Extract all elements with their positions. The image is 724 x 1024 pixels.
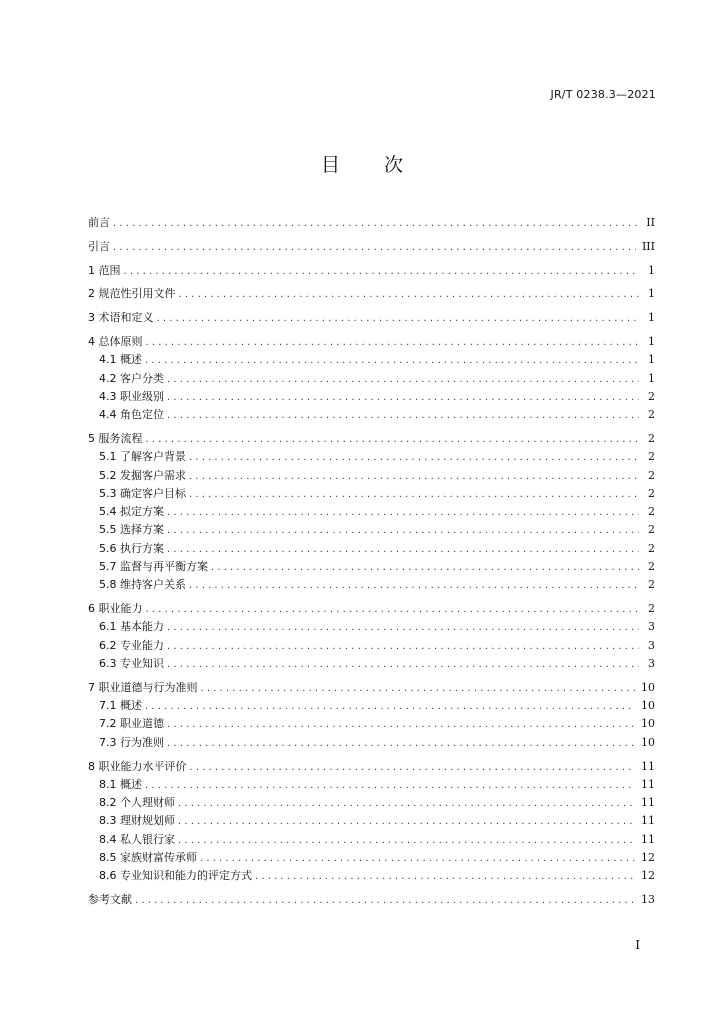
toc-entry-page: 11: [641, 832, 655, 846]
toc-leader-dots: [189, 580, 639, 591]
toc-entry[interactable]: [88, 351, 655, 369]
toc-entry-page: 2: [648, 408, 655, 422]
toc-entry-page: 2: [648, 560, 655, 574]
toc-entry-page: 12: [641, 869, 655, 883]
toc-leader-dots: [146, 604, 640, 615]
toc-entry-label: 2 规范性引用文件: [88, 287, 176, 301]
toc-entry-label: 6.3 专业知识: [99, 657, 164, 671]
toc-leader-dots: [124, 266, 640, 277]
toc-entry-page: 3: [648, 638, 655, 652]
toc-entry-page: II: [646, 216, 655, 229]
toc-leader-dots: [167, 374, 639, 385]
toc-entry-label: 5.6 执行方案: [99, 541, 164, 555]
toc-entry[interactable]: [88, 637, 655, 655]
toc-entry-label: 5.8 维持客户关系: [99, 578, 186, 592]
toc-entry-label: 8.6 专业知识和能力的评定方式: [99, 869, 252, 883]
toc-leader-dots: [157, 313, 640, 324]
toc-entry-page: 2: [648, 523, 655, 537]
toc-entry-label: 5.5 选择方案: [99, 523, 164, 537]
toc-leader-dots: [167, 507, 639, 518]
toc-leader-dots: [167, 622, 639, 633]
toc-entry[interactable]: [88, 388, 655, 406]
toc-entry-page: 3: [648, 620, 655, 634]
toc-entry-label: 7.3 行为准则: [99, 735, 164, 749]
toc-entry-label: 参考文献: [88, 893, 132, 907]
toc-entry[interactable]: [88, 679, 655, 697]
toc-leader-dots: [145, 780, 635, 791]
toc-entry-label: 8.3 理财规划师: [99, 814, 175, 828]
toc-entry-page: 2: [648, 505, 655, 519]
toc-entry-label: 8.4 私人银行家: [99, 832, 175, 846]
toc-entry-label: 4.4 角色定位: [99, 408, 164, 422]
toc-leader-dots: [255, 871, 635, 882]
toc-entry-label: 3 术语和定义: [88, 311, 154, 325]
toc-leader-dots: [113, 242, 636, 253]
toc-entry[interactable]: [88, 558, 655, 576]
toc-entry-label: 5 服务流程: [88, 431, 143, 445]
toc-entry-page: 3: [648, 657, 655, 671]
toc-leader-dots: [145, 355, 639, 366]
toc-entry[interactable]: [88, 333, 655, 351]
toc-entry-page: 2: [648, 431, 655, 445]
toc-entry[interactable]: [88, 655, 655, 673]
toc-entry-page: 2: [648, 486, 655, 500]
toc-leader-dots: [178, 835, 635, 846]
toc-leader-dots: [146, 434, 640, 445]
toc-leader-dots: [113, 218, 639, 229]
toc-entry-page: 1: [648, 311, 655, 325]
toc-entry-label: 5.7 监督与再平衡方案: [99, 560, 208, 574]
toc-entry-label: 8.2 个人理财师: [99, 796, 175, 810]
toc-entry[interactable]: [88, 370, 655, 388]
toc-leader-dots: [167, 659, 639, 670]
toc-leader-dots: [190, 762, 636, 773]
toc-entry[interactable]: [88, 406, 655, 424]
toc-entry-page: 2: [648, 578, 655, 592]
toc-entry-page: 10: [641, 735, 655, 749]
toc-entry[interactable]: [88, 831, 655, 849]
toc-entry-label: 前言: [88, 216, 110, 229]
toc-entry[interactable]: [88, 214, 655, 232]
toc-entry-label: 8 职业能力水平评价: [88, 759, 187, 773]
toc-entry-label: 6.1 基本能力: [99, 620, 164, 634]
title-char-1: 目: [320, 154, 340, 176]
toc-leader-dots: [167, 738, 635, 749]
toc-leader-dots: [189, 489, 639, 500]
toc-leader-dots: [201, 683, 636, 694]
toc-entry-label: 4.2 客户分类: [99, 371, 164, 385]
toc-entry-page: 2: [648, 468, 655, 482]
toc-entry-label: 8.1 概述: [99, 777, 142, 791]
toc-entry[interactable]: [88, 262, 655, 280]
toc-entry-page: 1: [648, 371, 655, 385]
document-code: JR/T 0238.3—2021: [550, 88, 656, 101]
toc-leader-dots: [178, 798, 635, 809]
toc-entry[interactable]: [88, 309, 655, 327]
toc-entry-page: 10: [641, 717, 655, 731]
toc-entry-page: 2: [648, 389, 655, 403]
toc-leader-dots: [200, 853, 635, 864]
toc-entry[interactable]: [88, 485, 655, 503]
toc-entry-label: 7.1 概述: [99, 699, 142, 713]
toc-entry-page: 11: [641, 777, 655, 791]
toc-leader-dots: [167, 544, 639, 555]
toc-entry[interactable]: [88, 794, 655, 812]
toc-leader-dots: [145, 701, 635, 712]
toc-entry-label: 4 总体原则: [88, 334, 143, 348]
toc-leader-dots: [178, 816, 635, 827]
title-char-2: 次: [384, 154, 404, 176]
toc-leader-dots: [146, 337, 640, 348]
toc-entry[interactable]: [88, 521, 655, 539]
toc-entry-label: 4.1 概述: [99, 353, 142, 367]
toc-leader-dots: [179, 289, 640, 300]
toc-entry[interactable]: [88, 812, 655, 830]
toc-entry[interactable]: [88, 618, 655, 636]
toc-entry[interactable]: [88, 734, 655, 752]
toc-entry-page: 12: [641, 851, 655, 864]
toc-entry-page: 1: [648, 353, 655, 367]
toc-entry-label: 6.2 专业能力: [99, 638, 164, 652]
toc-entry-label: 5.4 拟定方案: [99, 505, 164, 519]
toc-entry-label: 7.2 职业道德: [99, 717, 164, 731]
toc-entry[interactable]: [88, 430, 655, 448]
toc-entry-page: 11: [641, 759, 655, 773]
toc-entry[interactable]: [88, 758, 655, 776]
toc-entry-label: 1 范围: [88, 263, 121, 277]
toc-entry-page: 10: [641, 699, 655, 713]
toc-leader-dots: [167, 641, 639, 652]
toc-leader-dots: [135, 895, 635, 906]
toc-entry-page: 1: [648, 334, 655, 348]
toc-entry[interactable]: [88, 503, 655, 521]
toc-entry-label: 引言: [88, 239, 110, 253]
toc-entry-page: 10: [641, 680, 655, 694]
toc-leader-dots: [189, 452, 639, 463]
toc-entry[interactable]: [88, 891, 655, 909]
toc-entry[interactable]: [88, 600, 655, 618]
toc-entry-label: 7 职业道德与行为准则: [88, 680, 198, 694]
toc-entry-label: 5.2 发掘客户需求: [99, 468, 186, 482]
toc-leader-dots: [189, 471, 639, 482]
toc-leader-dots: [167, 525, 639, 536]
toc-leader-dots: [167, 719, 635, 730]
toc-entry-label: 5.3 确定客户目标: [99, 486, 186, 500]
toc-entry-page: 1: [648, 287, 655, 301]
toc-entry-page: 13: [641, 893, 655, 907]
toc-entry-page: 2: [648, 602, 655, 616]
toc-entry-page: 11: [641, 814, 655, 828]
toc-entry[interactable]: [88, 849, 655, 867]
toc-entry[interactable]: [88, 776, 655, 794]
toc-entry[interactable]: [88, 467, 655, 485]
toc-entry[interactable]: [88, 238, 655, 256]
toc-entry[interactable]: [88, 448, 655, 466]
page-number: I: [635, 938, 640, 952]
toc-entry-label: 4.3 职业级别: [99, 389, 164, 403]
toc-entry[interactable]: [88, 285, 655, 303]
toc-leader-dots: [167, 410, 639, 421]
toc-entry-page: 1: [648, 263, 655, 277]
toc-entry-label: 8.5 家族财富传承师: [99, 851, 197, 864]
toc-entry-label: 5.1 了解客户背景: [99, 450, 186, 464]
toc-entry-page: III: [641, 239, 655, 253]
toc-leader-dots: [167, 392, 639, 403]
table-of-contents: [88, 214, 655, 909]
toc-entry[interactable]: [88, 540, 655, 558]
toc-entry[interactable]: [88, 576, 655, 594]
toc-entry-label: 6 职业能力: [88, 602, 143, 616]
toc-entry[interactable]: [88, 867, 655, 885]
page-title: [0, 150, 724, 177]
toc-entry[interactable]: [88, 697, 655, 715]
toc-entry-page: 2: [648, 541, 655, 555]
toc-entry-page: 2: [648, 450, 655, 464]
toc-entry[interactable]: [88, 715, 655, 733]
toc-leader-dots: [211, 562, 639, 573]
toc-entry-page: 11: [641, 796, 655, 810]
